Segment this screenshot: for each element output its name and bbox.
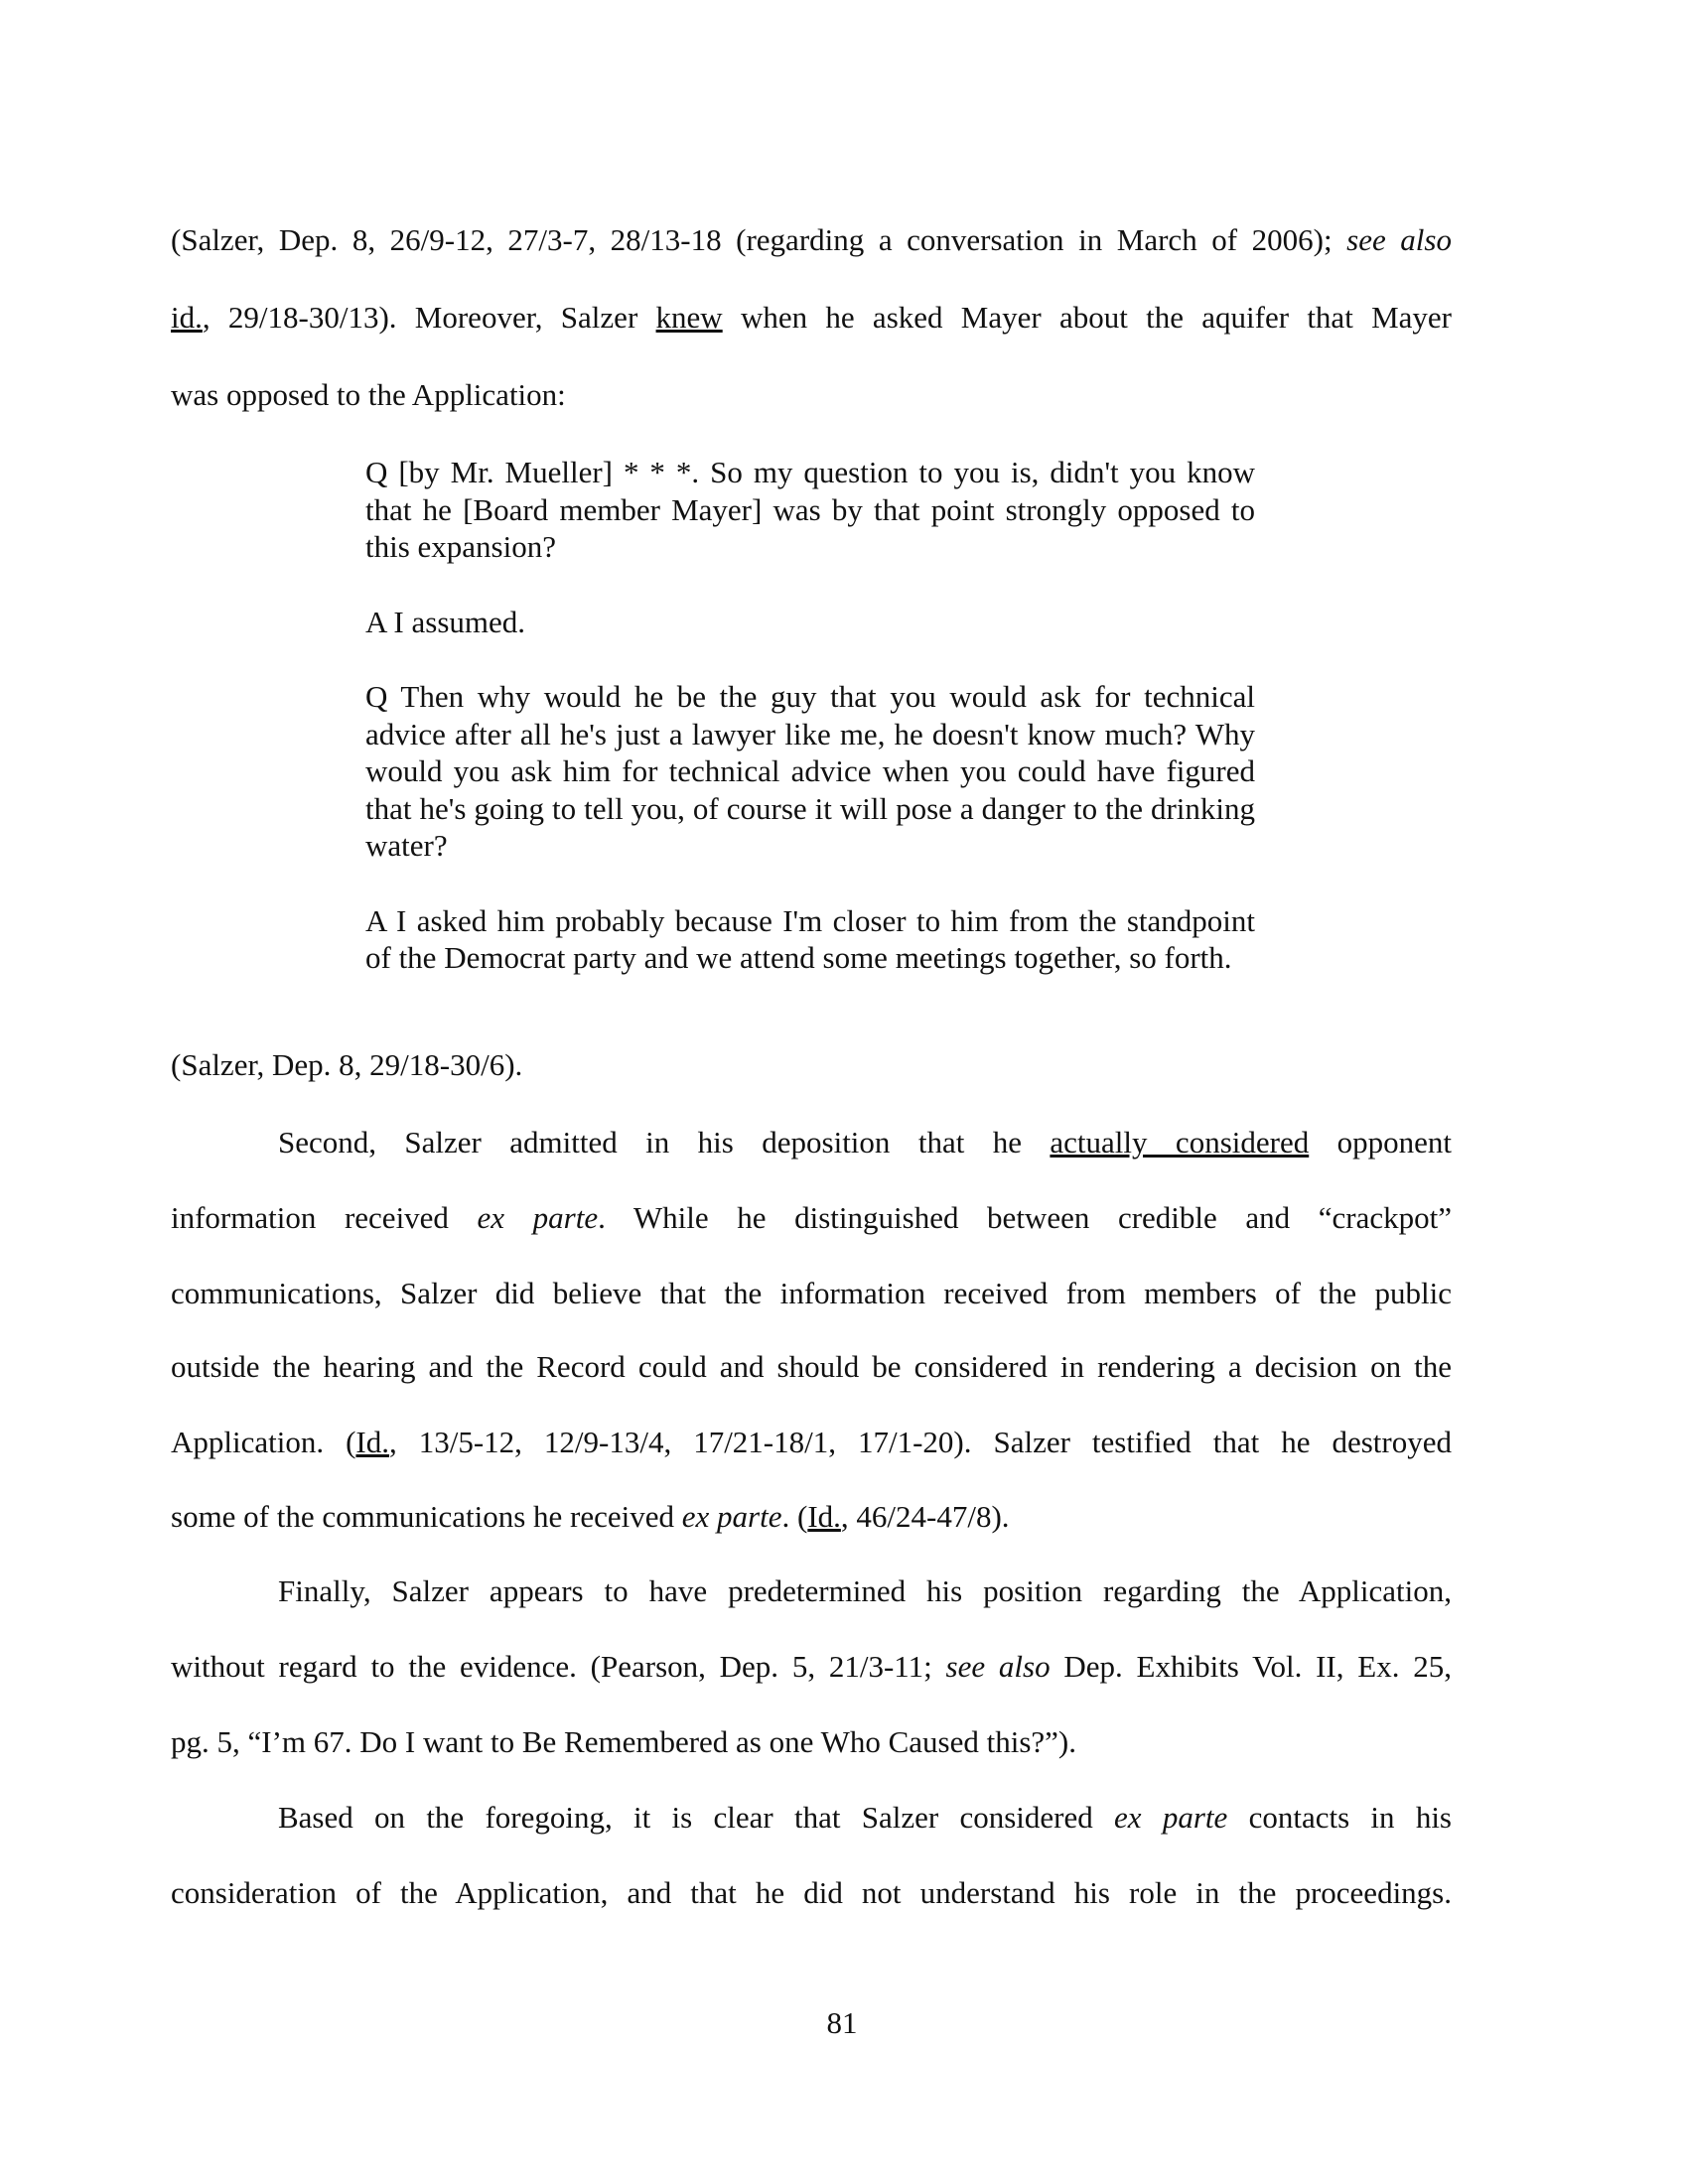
deposition-block-quote <box>365 454 1255 977</box>
page-number: 81 <box>826 2005 858 2040</box>
body-line-14: consideration of the Application, and that he did not understand his role in the proceedings. <box>171 1875 1452 1910</box>
text-run: contacts in his <box>1227 1800 1452 1835</box>
body-line-6: communications, Salzer did believe that the information received from members of the public <box>171 1276 1452 1310</box>
question-2: Q Then why would he be the guy that you would ask for technical advice after all he's just a lawyer like me, he doesn't know much? Why would you ask him for technical advice when you could have figured that he's going to tell you, of course it will pose a danger to the drinking water? <box>365 679 1255 863</box>
text-run: information received <box>171 1200 478 1235</box>
body-line-10: Finally, Salzer appears to have predetermined his position regarding the Application, <box>278 1573 1452 1608</box>
text-run: opponent <box>1309 1125 1452 1160</box>
body-line-4 <box>171 1123 1452 1162</box>
text-run: Based on the foregoing, it is clear that Salzer considered <box>278 1800 1115 1835</box>
text-run: Dep. Exhibits Vol. II, Ex. 25, <box>1050 1649 1452 1684</box>
body-line-1 <box>171 220 1452 260</box>
underlined-id: id. <box>171 300 203 335</box>
text-run: without regard to the evidence. (Pearson, Dep. 5, 21/3-11; <box>171 1649 946 1684</box>
underlined-knew: knew <box>655 300 723 335</box>
body-line-13 <box>171 1798 1452 1838</box>
text-run: . While he distinguished between credible and “crackpot” <box>598 1200 1452 1235</box>
italic-see-also: see also <box>1346 222 1452 257</box>
text-run: , 13/5-12, 12/9-13/4, 17/21-18/1, 17/1-20). Salzer testified that he destroyed <box>389 1425 1452 1459</box>
body-line-12: pg. 5, “I’m 67. Do I want to Be Remembered as one Who Caused this?”). <box>171 1724 1076 1759</box>
italic-ex-parte: ex parte <box>1114 1800 1228 1835</box>
citation-line: (Salzer, Dep. 8, 29/18-30/6). <box>171 1047 523 1082</box>
answer-2: A I asked him probably because I'm closer to him from the standpoint of the Democrat party and we attend some meetings together, so forth. <box>365 902 1255 975</box>
italic-see-also: see also <box>945 1649 1051 1684</box>
body-line-2 <box>171 298 1452 338</box>
underlined-actually-considered: actually considered <box>1050 1125 1310 1160</box>
question-1: Q [by Mr. Mueller] * * *. So my question to you is, didn't you know that he [Board member Mayer] was by that point strongly opposed to this expansion? <box>365 455 1255 564</box>
text-run: Second, Salzer admitted in his deposition that he <box>278 1125 1051 1160</box>
italic-ex-parte: ex parte <box>681 1499 782 1534</box>
body-line-11 <box>171 1647 1452 1687</box>
body-line-7: outside the hearing and the Record could and should be considered in rendering a decision on the <box>171 1349 1452 1384</box>
text-run: when he asked Mayer about the aquifer that Mayer <box>722 300 1452 335</box>
text-run: (Salzer, Dep. 8, 26/9-12, 27/3-7, 28/13-18 (regarding a conversation in March of 2006); <box>171 222 1347 257</box>
text-run: , 46/24-47/8). <box>840 1499 1010 1534</box>
text-run: , 29/18-30/13). Moreover, Salzer <box>202 300 656 335</box>
underlined-id: Id. <box>807 1499 841 1534</box>
text-run: some of the communications he received <box>171 1499 682 1534</box>
body-line-8 <box>171 1423 1452 1462</box>
body-line-3: was opposed to the Application: <box>171 377 566 412</box>
underlined-id: Id. <box>355 1425 389 1459</box>
body-line-5 <box>171 1198 1452 1238</box>
italic-ex-parte: ex parte <box>477 1200 599 1235</box>
text-run: Application. ( <box>171 1425 356 1459</box>
body-line-9 <box>171 1497 1452 1537</box>
text-run: . ( <box>781 1499 808 1534</box>
answer-1: A I assumed. <box>365 604 526 639</box>
